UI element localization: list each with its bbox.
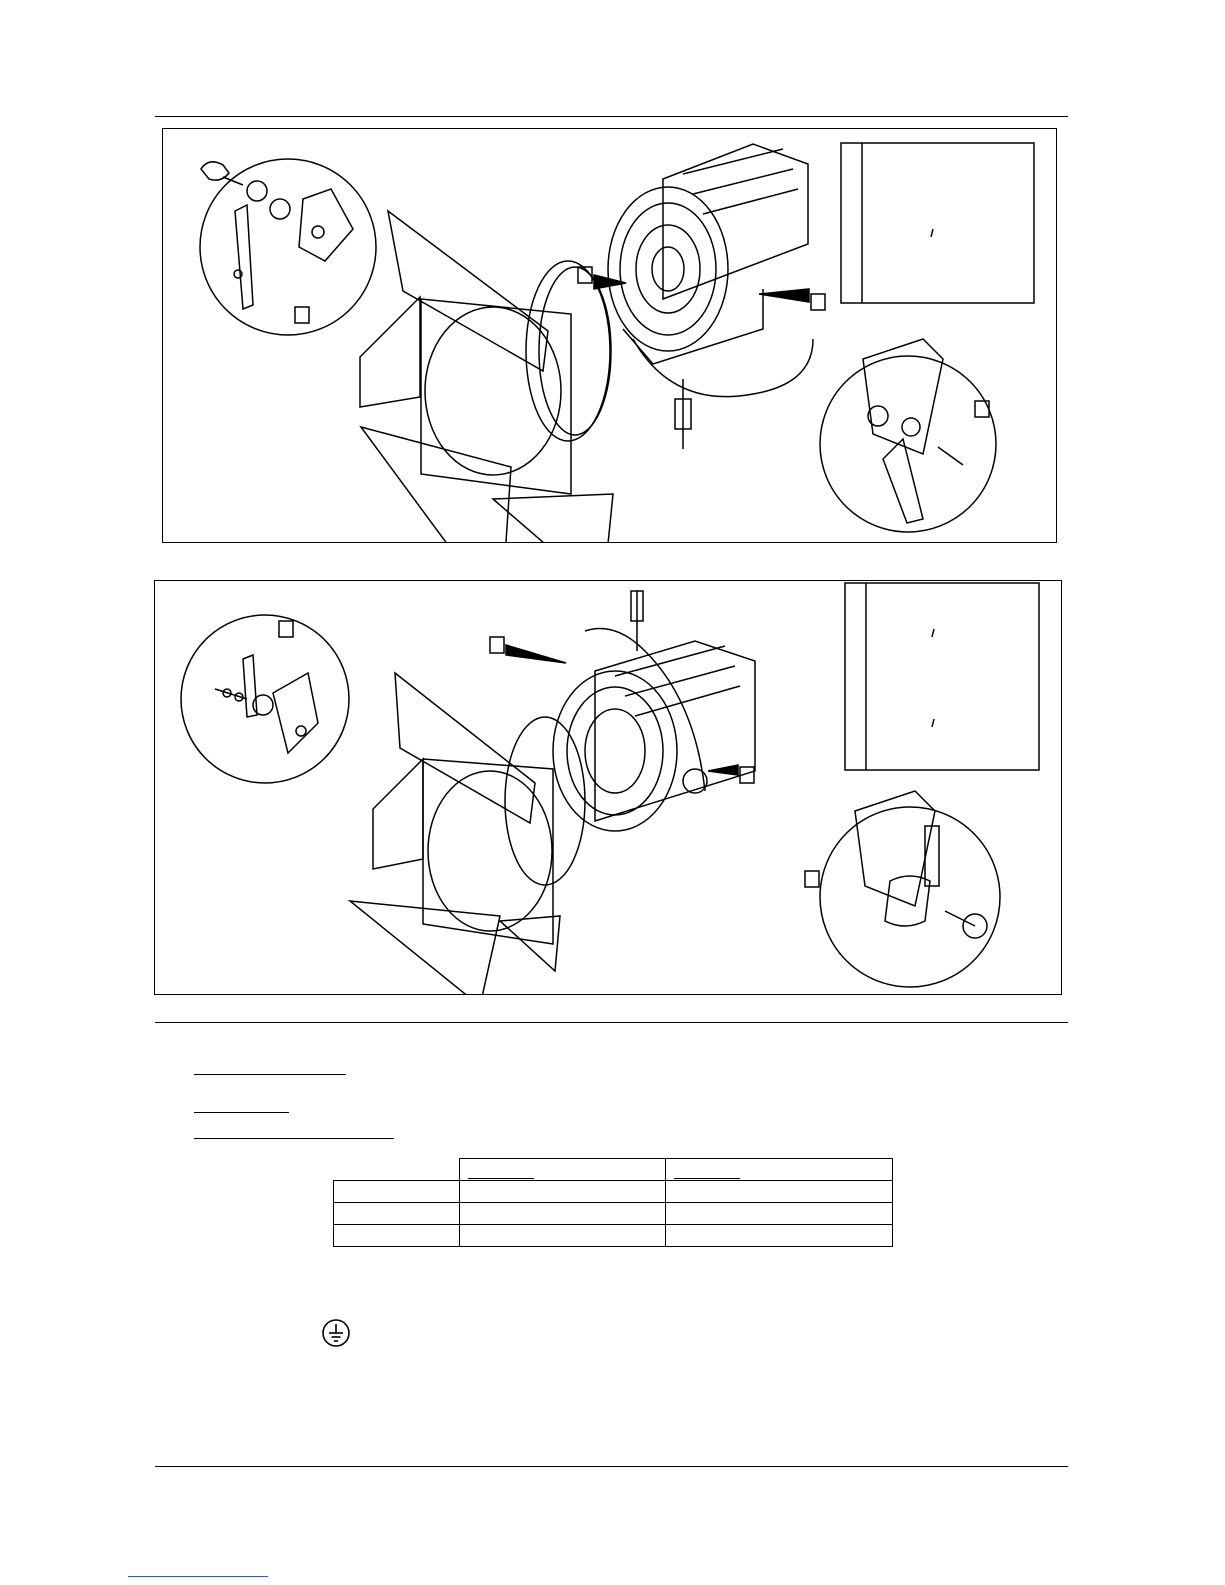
table-row [334,1225,893,1247]
table-header-cell [334,1159,460,1181]
section-rule [155,1022,1068,1023]
top-rule [155,116,1068,117]
table-cell [459,1181,665,1203]
subheading-underline [194,1112,289,1113]
table-header-cell [459,1159,665,1181]
footer-link[interactable] [128,1576,268,1577]
table-cell [665,1203,892,1225]
figure-2-exploded-view [154,580,1062,995]
detail-circle-yoke-mount [200,159,376,335]
section-heading-underline [194,1074,346,1075]
table-cell [334,1181,460,1203]
table-header-cell [665,1159,892,1181]
protective-earth-ground-icon [321,1318,351,1348]
table-cell [459,1203,665,1225]
table-cell [665,1225,892,1247]
detail-circle-yoke-mount-2 [181,615,349,783]
bottom-rule [155,1466,1068,1467]
info-box-2 [845,583,1039,770]
info-box-1 [841,143,1034,303]
specification-table [333,1158,893,1247]
detail-circle-stand-adapter [820,807,1000,987]
detail-circle-bracket [820,356,996,532]
figure-1-exploded-view [162,128,1057,543]
table-cell [334,1225,460,1247]
subheading-underline-2 [194,1138,394,1139]
figure-1-drawing [163,129,1056,542]
table-cell [334,1203,460,1225]
table-row [334,1203,893,1225]
table-header-row [334,1159,893,1181]
table-row [334,1181,893,1203]
table-cell [665,1181,892,1203]
table-cell [459,1225,665,1247]
figure-2-drawing [155,581,1061,994]
